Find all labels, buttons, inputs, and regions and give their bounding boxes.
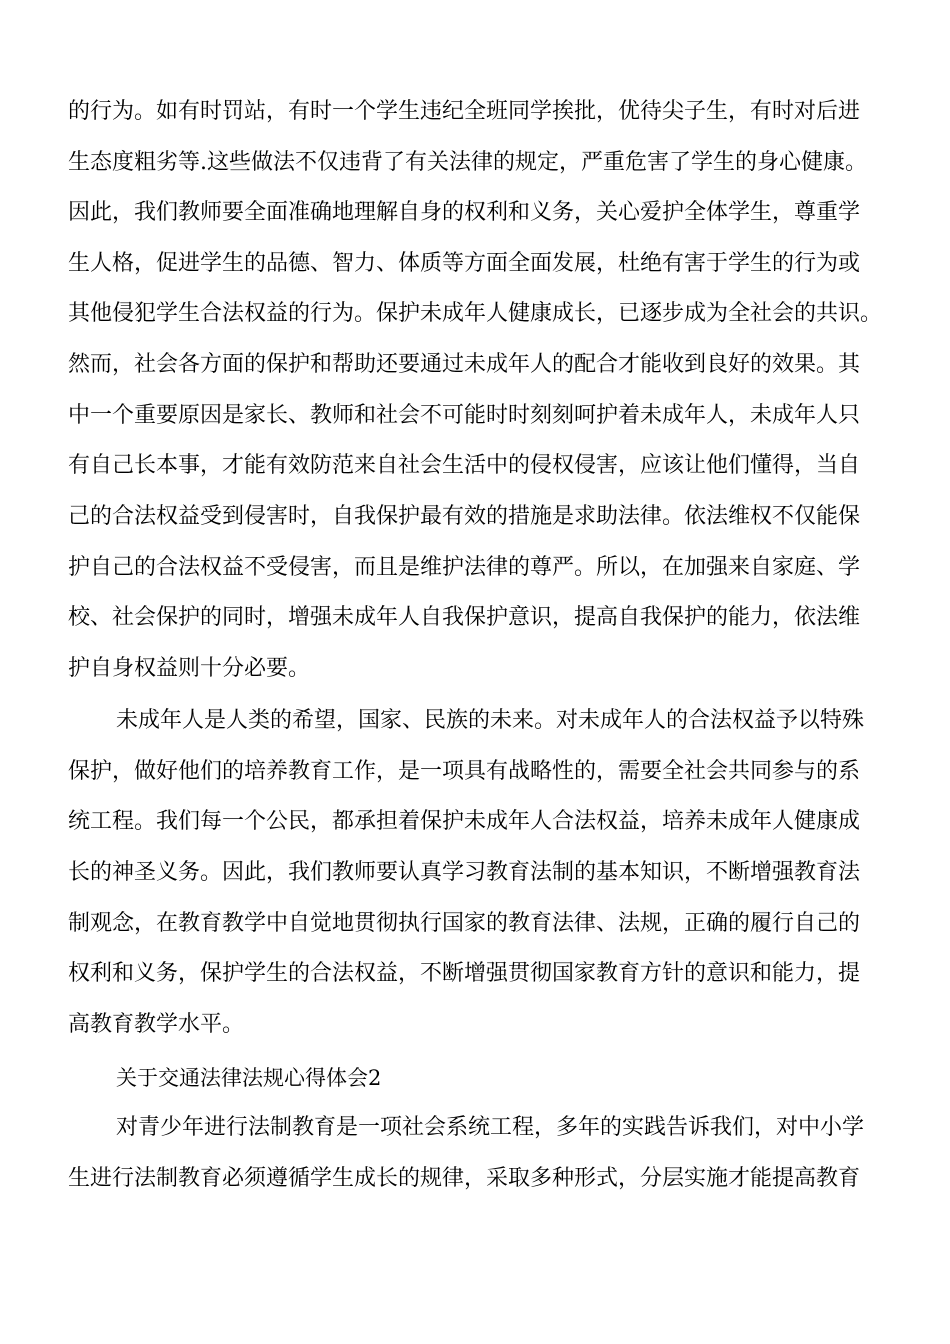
text-line: 护自身权益则十分必要。: [68, 656, 311, 681]
text-line: 高教育教学水平。: [68, 1012, 245, 1037]
text-line: 的行为。如有时罚站，有时一个学生违纪全班同学挨批，优待尖子生，有时对后进: [68, 99, 861, 124]
text-line: 有自己长本事，才能有效防范来自社会生活中的侵权侵害，应该让他们懂得，当自: [68, 453, 861, 478]
text-line: 生进行法制教育必须遵循学生成长的规律，采取多种形式，分层实施才能提高教育: [68, 1166, 861, 1191]
text-line: 中一个重要原因是家长、教师和社会不可能时时刻刻呵护着未成年人，未成年人只: [68, 403, 861, 428]
text-line: 长的神圣义务。因此，我们教师要认真学习教育法制的基本知识，不断增强教育法: [68, 860, 861, 885]
text-line: 己的合法权益受到侵害时，自我保护最有效的措施是求助法律。依法维权不仅能保: [68, 504, 861, 529]
text-line: 因此，我们教师要全面准确地理解自身的权利和义务，关心爱护全体学生，尊重学: [68, 200, 861, 225]
text-line: 然而，社会各方面的保护和帮助还要通过未成年人的配合才能收到良好的效果。其: [68, 352, 861, 377]
text-line: 保护，做好他们的培养教育工作，是一项具有战略性的，需要全社会共同参与的系: [68, 759, 861, 784]
text-line: 护自己的合法权益不受侵害，而且是维护法律的尊严。所以，在加强来自家庭、学: [68, 555, 861, 580]
paragraph-first-line: 对青少年进行法制教育是一项社会系统工程，多年的实践告诉我们，对中小学: [116, 1115, 865, 1140]
text-line: 其他侵犯学生合法权益的行为。保护未成年人健康成长，已逐步成为全社会的共识。: [68, 301, 883, 326]
text-line: 制观念，在教育教学中自觉地贯彻执行国家的教育法律、法规，正确的履行自己的: [68, 911, 861, 936]
text-line: 权利和义务，保护学生的合法权益，不断增强贯彻国家教育方针的意识和能力，提: [68, 961, 861, 986]
paragraph-first-line: 未成年人是人类的希望，国家、民族的未来。对未成年人的合法权益予以特殊: [116, 708, 865, 733]
text-line: 统工程。我们每一个公民，都承担着保护未成年人合法权益，培养未成年人健康成: [68, 809, 861, 834]
text-line: 校、社会保护的同时，增强未成年人自我保护意识，提高自我保护的能力，依法维: [68, 605, 861, 630]
text-line: 生态度粗劣等.这些做法不仅违背了有关法律的规定，严重危害了学生的身心健康。: [68, 150, 867, 175]
text-line: 生人格，促进学生的品德、智力、体质等方面全面发展，杜绝有害于学生的行为或: [68, 251, 861, 276]
section-heading: 关于交通法律法规心得体会2: [116, 1066, 382, 1090]
